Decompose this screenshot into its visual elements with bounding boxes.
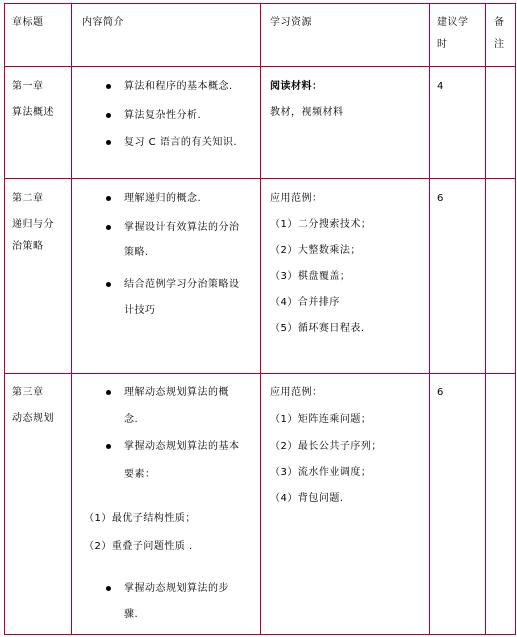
bullet-dot [106,225,111,230]
row2-resource-item-2: （2）大整数乘法； [270,245,361,256]
table-row-divider-1 [4,66,516,67]
row2-resource-item-5: （5）循环赛日程表. [270,323,365,334]
row3-bullet-3: 掌握动态规划算法的步 [124,583,229,594]
row3-sub-item-1: （1）最优子结构性质； [84,513,196,524]
header-resources: 学习资源 [270,17,312,28]
table-row-divider-2 [4,178,516,179]
header-notes-line-2: 注 [494,39,505,50]
bullet-dot [106,390,111,395]
row3-resource-item-1: （1）矩阵连乘问题； [270,414,372,425]
row2-bullet-1: 理解递归的概念. [124,193,202,204]
row1-hours: 4 [437,81,444,92]
row2-bullet-3-cont: 计技巧 [124,305,156,316]
row3-resource-item-4: （4）背包问题. [270,493,344,504]
header-hours-line-2: 时 [437,39,448,50]
bullet-dot [106,113,111,118]
row3-resource-item-2: （2）最长公共子序列； [270,441,382,452]
row1-resource-title: 阅读材料： [270,81,323,92]
row2-bullet-2-cont: 策略. [124,247,149,258]
row3-hours: 6 [437,387,444,398]
row3-bullet-1-cont: 念. [124,414,139,425]
row1-resource-text: 教材，视频材料 [270,107,344,118]
row3-bullet-1: 理解动态规划算法的概 [124,387,229,398]
header-notes-line-1: 备 [494,17,505,28]
table-column-divider-3 [429,3,430,635]
table-row-divider-3 [4,373,516,374]
bullet-dot [106,444,111,449]
row1-chapter-line-2: 算法概述 [12,107,54,118]
table-border-bottom [4,634,516,635]
table-column-divider-2 [260,3,261,635]
table-border-left [4,3,5,635]
header-hours-line-1: 建议学 [437,17,469,28]
header-chapter-title: 章标题 [12,17,44,28]
row3-resource-item-3: （3）流水作业调度； [270,467,372,478]
row2-chapter-line-1: 第二章 [12,193,44,204]
row3-sub-item-2: （2）重叠子问题性质 . [84,541,193,552]
bullet-dot [106,282,111,287]
row1-bullet-1: 算法和程序的基本概念. [124,81,233,92]
row1-bullet-2: 算法复杂性分析. [124,110,202,121]
bullet-dot [106,586,111,591]
row2-bullet-3: 结合范例学习分治策略设 [124,279,240,290]
table-border-right [515,3,516,635]
row2-resource-item-1: （1）二分搜索技术； [270,219,372,230]
row2-bullet-2: 掌握设计有效算法的分治 [124,222,240,233]
bullet-dot [106,196,111,201]
row2-resource-item-4: （4）合并排序 [270,297,340,308]
row3-bullet-2-cont: 要素： [124,469,156,480]
table-column-divider-4 [485,3,486,635]
table-column-divider-1 [71,3,72,635]
row2-chapter-line-2: 递归与分 [12,219,54,230]
bullet-dot [106,84,111,89]
table-border-top [4,3,516,4]
row3-bullet-3-cont: 骤. [124,609,139,620]
row1-chapter-line-1: 第一章 [12,81,44,92]
row3-resource-title: 应用范例： [270,387,323,398]
row2-resource-title: 应用范例： [270,193,323,204]
row2-chapter-line-3: 治策略 [12,241,44,252]
bullet-dot [106,140,111,145]
row1-bullet-3: 复习 C 语言的有关知识. [124,137,238,148]
row3-bullet-2: 掌握动态规划算法的基本 [124,441,240,452]
row3-chapter-line-2: 动态规划 [12,413,54,424]
row2-hours: 6 [437,193,444,204]
header-content-intro: 内容简介 [82,17,124,28]
row3-chapter-line-1: 第三章 [12,387,44,398]
row2-resource-item-3: （3）棋盘覆盖； [270,271,351,282]
